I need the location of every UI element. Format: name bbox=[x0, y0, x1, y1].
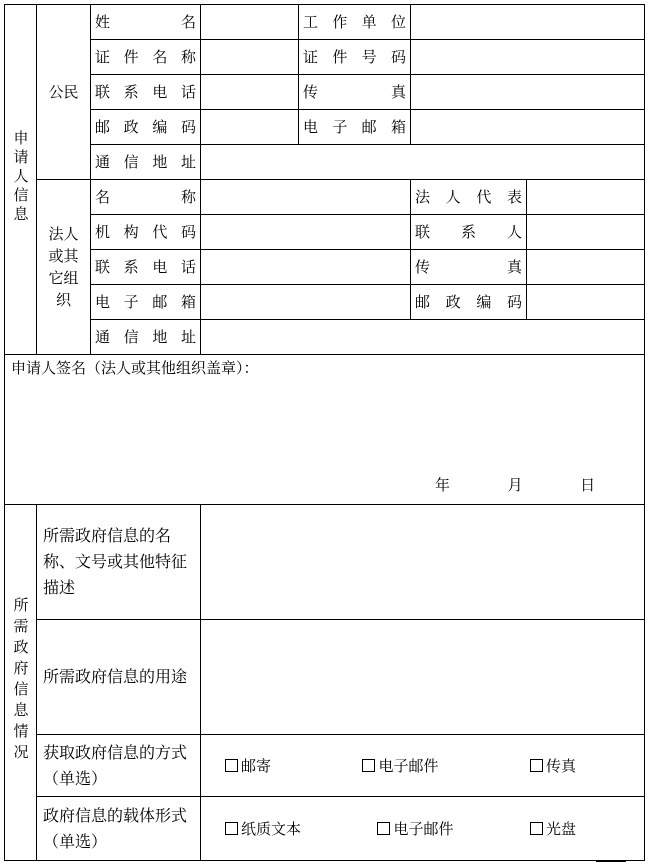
org-fax-label: 传 真 bbox=[411, 250, 527, 285]
citizen-email-field[interactable] bbox=[411, 110, 645, 145]
org-contact-field[interactable] bbox=[527, 215, 645, 250]
description-label: 所需政府信息的名称、文号或其他特征描述 bbox=[37, 505, 201, 620]
org-email-field[interactable] bbox=[201, 285, 411, 320]
signature-label: 申请人签名（法人或其他组织盖章）： bbox=[11, 359, 259, 377]
checkbox-icon[interactable] bbox=[377, 822, 390, 835]
citizen-address-field[interactable] bbox=[201, 145, 645, 180]
citizen-id-type-label: 证件名称 bbox=[91, 40, 201, 75]
org-group-label: 法人或其它组织 bbox=[37, 180, 91, 355]
org-postcode-field[interactable] bbox=[527, 285, 645, 320]
citizen-name-label: 姓 名 bbox=[91, 5, 201, 40]
org-phone-field[interactable] bbox=[201, 250, 411, 285]
citizen-address-label: 通信地址 bbox=[91, 145, 201, 180]
org-address-field[interactable] bbox=[201, 320, 645, 355]
citizen-postcode-field[interactable] bbox=[201, 110, 299, 145]
purpose-field[interactable] bbox=[201, 620, 645, 735]
checkbox-icon[interactable] bbox=[225, 759, 238, 772]
org-name-field[interactable] bbox=[201, 180, 411, 215]
citizen-work-unit-label: 工作单位 bbox=[299, 5, 411, 40]
citizen-name-field[interactable] bbox=[201, 5, 299, 40]
checkbox-icon[interactable] bbox=[225, 822, 238, 835]
method-label: 获取政府信息的方式（单选） bbox=[37, 735, 201, 797]
citizen-work-unit-field[interactable] bbox=[411, 5, 645, 40]
applicant-info-title: 申请人信息 bbox=[11, 130, 30, 225]
signature-day: 日 bbox=[580, 476, 596, 494]
method-option-fax[interactable]: 传真 bbox=[530, 757, 576, 775]
org-email-label: 电子邮箱 bbox=[91, 285, 201, 320]
checkbox-icon[interactable] bbox=[530, 822, 543, 835]
description-field[interactable] bbox=[201, 505, 645, 620]
applicant-info-section-label bbox=[5, 5, 37, 355]
signature-date bbox=[435, 476, 595, 494]
medium-options bbox=[201, 797, 645, 861]
org-code-field[interactable] bbox=[201, 215, 411, 250]
org-address-label: 通信地址 bbox=[91, 320, 201, 355]
method-option-email[interactable]: 电子邮件 bbox=[362, 757, 438, 775]
form-table bbox=[4, 4, 645, 861]
org-contact-label: 联系人 bbox=[411, 215, 527, 250]
bottom-divider bbox=[596, 861, 626, 864]
checkbox-icon[interactable] bbox=[530, 759, 543, 772]
citizen-id-type-field[interactable] bbox=[201, 40, 299, 75]
purpose-label: 所需政府信息的用途 bbox=[37, 620, 201, 735]
info-request-title: 所需政府信息情况 bbox=[11, 596, 30, 765]
citizen-fax-field[interactable] bbox=[411, 75, 645, 110]
medium-label: 政府信息的载体形式（单选） bbox=[37, 797, 201, 861]
checkbox-icon[interactable] bbox=[362, 759, 375, 772]
org-postcode-label: 邮政编码 bbox=[411, 285, 527, 320]
citizen-phone-field[interactable] bbox=[201, 75, 299, 110]
medium-option-paper[interactable]: 纸质文本 bbox=[225, 820, 301, 838]
org-legal-rep-field[interactable] bbox=[527, 180, 645, 215]
method-options bbox=[201, 735, 645, 797]
info-request-section-label bbox=[5, 505, 37, 861]
org-code-label: 机构代码 bbox=[91, 215, 201, 250]
org-fax-field[interactable] bbox=[527, 250, 645, 285]
method-option-mail[interactable]: 邮寄 bbox=[225, 757, 271, 775]
citizen-fax-label: 传 真 bbox=[299, 75, 411, 110]
org-legal-rep-label: 法人代表 bbox=[411, 180, 527, 215]
citizen-email-label: 电子邮箱 bbox=[299, 110, 411, 145]
signature-area[interactable] bbox=[5, 355, 645, 505]
citizen-group-label: 公民 bbox=[37, 5, 91, 180]
org-name-label: 名 称 bbox=[91, 180, 201, 215]
citizen-postcode-label: 邮政编码 bbox=[91, 110, 201, 145]
citizen-id-number-label: 证件号码 bbox=[299, 40, 411, 75]
citizen-id-number-field[interactable] bbox=[411, 40, 645, 75]
org-phone-label: 联系电话 bbox=[91, 250, 201, 285]
citizen-phone-label: 联系电话 bbox=[91, 75, 201, 110]
application-form bbox=[4, 4, 644, 862]
medium-option-disc[interactable]: 光盘 bbox=[530, 820, 576, 838]
signature-month: 月 bbox=[507, 476, 523, 494]
medium-option-email[interactable]: 电子邮件 bbox=[377, 820, 453, 838]
signature-year: 年 bbox=[435, 476, 451, 494]
